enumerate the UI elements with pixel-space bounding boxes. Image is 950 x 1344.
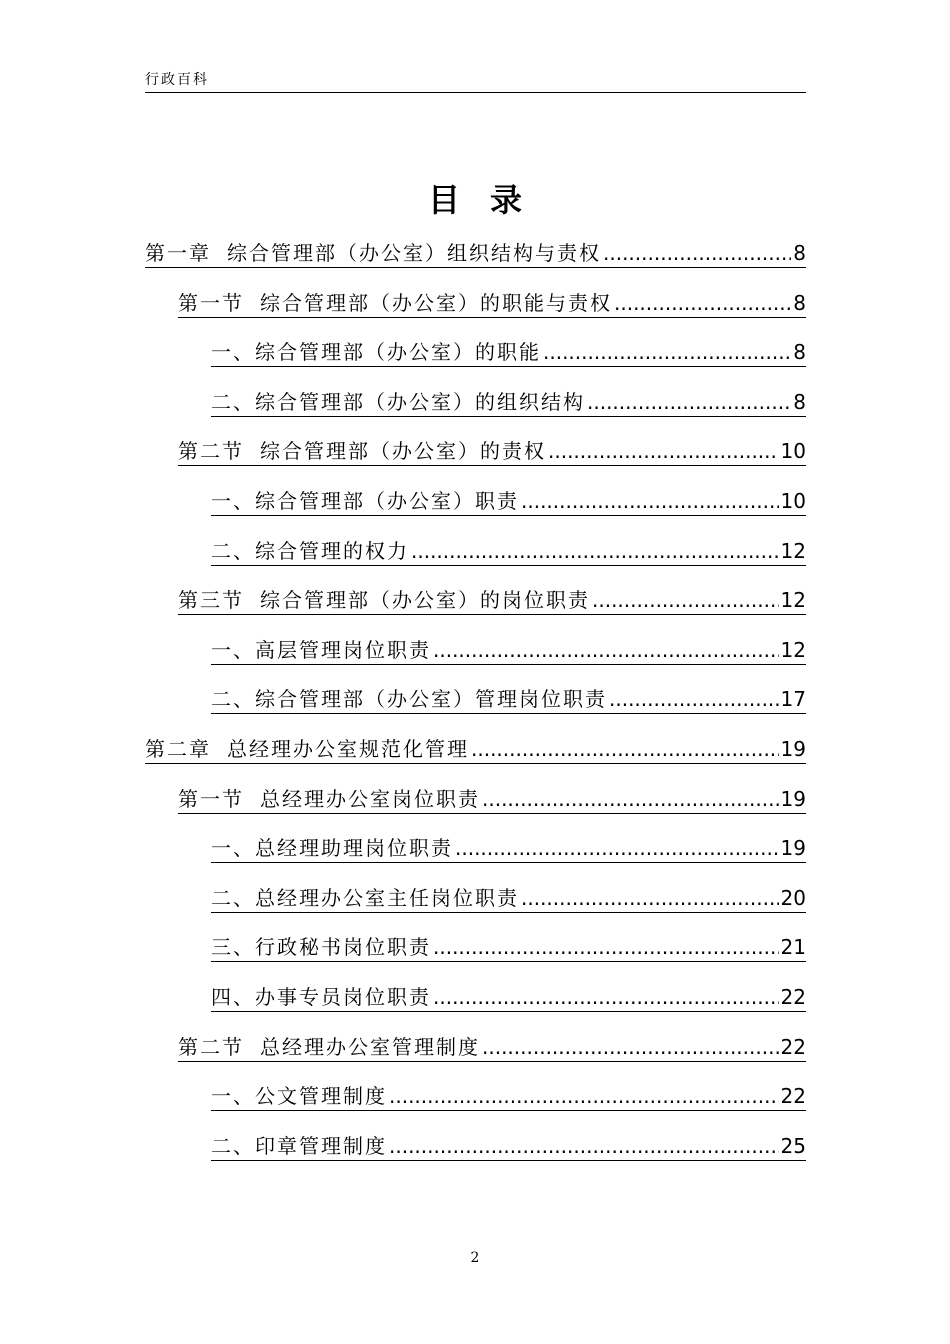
- toc-entry-page: 12: [780, 538, 806, 563]
- toc-entry[interactable]: [178, 784, 806, 814]
- toc-dot-leader: [482, 787, 779, 811]
- toc-entry[interactable]: [211, 684, 806, 714]
- toc-dot-leader: [543, 340, 791, 364]
- toc-entry-text: 综合管理部（办公室）组织结构与责权: [227, 241, 601, 265]
- toc-entry-text: 总经理办公室岗位职责: [260, 786, 480, 811]
- toc-dot-leader: [389, 1084, 779, 1108]
- toc-dot-leader: [433, 985, 779, 1009]
- toc-entry-label: [211, 886, 519, 910]
- toc-entry-page: 25: [780, 1133, 806, 1158]
- toc-dot-leader: [433, 638, 779, 662]
- toc-entry-page: 20: [780, 885, 806, 910]
- toc-entry-text: 一、综合管理部（办公室）职责: [211, 489, 519, 513]
- toc-entry-page: 22: [780, 1084, 806, 1109]
- toc-title: 目录: [427, 181, 552, 219]
- toc-entry-label: [211, 340, 541, 364]
- toc-entry-page: 17: [780, 687, 806, 712]
- toc-entry-text: 二、综合管理部（办公室）管理岗位职责: [211, 687, 607, 712]
- toc-dot-leader: [592, 588, 779, 612]
- toc-entry-prefix: 第一节: [178, 290, 244, 315]
- toc-entry-label: [211, 687, 607, 711]
- toc-entry-prefix: 第二节: [178, 1034, 244, 1059]
- toc-entry-text: 二、综合管理部（办公室）的组织结构: [211, 389, 585, 414]
- toc-entry-page: 22: [780, 1034, 806, 1059]
- toc-entry-label: [211, 1084, 387, 1108]
- toc-entry-text: 二、印章管理制度: [211, 1133, 387, 1158]
- toc-dot-leader: [548, 439, 779, 463]
- toc-entry-text: 三、行政秘书岗位职责: [211, 935, 431, 960]
- toc-entry-page: 8: [793, 290, 806, 315]
- toc-dot-leader: [471, 737, 779, 761]
- toc-entry[interactable]: [178, 436, 806, 466]
- toc-entry-label: [145, 241, 601, 265]
- toc-entry[interactable]: [211, 337, 806, 367]
- toc-entry-label: [211, 489, 519, 513]
- toc-entry-page: 10: [780, 489, 806, 513]
- toc-entry-page: 8: [793, 340, 806, 365]
- toc-entry[interactable]: [211, 883, 806, 913]
- toc-entry-prefix: 第三节: [178, 588, 244, 613]
- toc-entry-text: 综合管理部（办公室）的责权: [260, 439, 546, 464]
- toc-entry-text: 一、公文管理制度: [211, 1084, 387, 1109]
- toc-dot-leader: [521, 886, 779, 910]
- toc-entry-page: 19: [780, 786, 806, 811]
- toc-entry-label: [178, 291, 612, 315]
- toc-entry[interactable]: [211, 536, 806, 566]
- toc-entry[interactable]: [211, 932, 806, 962]
- page-number: 2: [470, 1250, 480, 1266]
- header-text: 行政百科: [145, 72, 209, 88]
- toc-entry-page: 19: [780, 836, 806, 861]
- toc-entry-page: 12: [780, 637, 806, 662]
- toc-entry[interactable]: [211, 833, 806, 863]
- toc-entry[interactable]: [211, 1081, 806, 1111]
- toc-entry-label: [211, 935, 431, 959]
- toc-entry-label: [211, 1134, 387, 1158]
- toc-entry-page: 10: [780, 439, 806, 464]
- toc-entry-text: 总经理办公室规范化管理: [227, 737, 469, 761]
- toc-entry[interactable]: [178, 1032, 806, 1062]
- toc-entry-prefix: 第一节: [178, 786, 244, 811]
- toc-entry-prefix: 第一章: [145, 241, 211, 265]
- toc-entry-label: [178, 787, 480, 811]
- toc-dot-leader: [587, 390, 791, 414]
- toc-dot-leader: [609, 687, 779, 711]
- toc-entry[interactable]: [145, 238, 806, 268]
- toc-entry[interactable]: [178, 585, 806, 615]
- toc-entry-page: 21: [780, 935, 806, 960]
- toc-entry-label: [211, 638, 431, 662]
- toc-entry-page: 19: [780, 737, 806, 761]
- toc-entry-page: 22: [780, 985, 806, 1009]
- toc-entry-text: 二、总经理办公室主任岗位职责: [211, 885, 519, 910]
- toc-entry-text: 综合管理部（办公室）的岗位职责: [260, 588, 590, 613]
- toc-entry-text: 一、综合管理部（办公室）的职能: [211, 340, 541, 365]
- toc-entry[interactable]: [178, 288, 806, 318]
- toc-entry-label: [145, 737, 469, 761]
- toc-dot-leader: [411, 539, 779, 563]
- toc-entry-label: [211, 836, 453, 860]
- toc-entry[interactable]: [211, 635, 806, 665]
- toc-dot-leader: [455, 836, 779, 860]
- toc-entry[interactable]: [145, 734, 806, 764]
- toc-entry-label: [211, 390, 585, 414]
- toc-entry[interactable]: [211, 387, 806, 417]
- toc-entry[interactable]: [211, 982, 806, 1012]
- toc-dot-leader: [521, 489, 779, 513]
- toc-entry-prefix: 第二节: [178, 439, 244, 464]
- toc-entry-page: 8: [793, 389, 806, 414]
- toc-entry-text: 一、高层管理岗位职责: [211, 637, 431, 662]
- toc-entry-text: 二、综合管理的权力: [211, 538, 409, 563]
- toc-entry-text: 四、办事专员岗位职责: [211, 985, 431, 1009]
- toc-dot-leader: [603, 241, 791, 265]
- page-header: [145, 68, 806, 93]
- toc-entry-label: [211, 985, 431, 1009]
- toc-entry-label: [178, 588, 590, 612]
- toc-entry-label: [211, 539, 409, 563]
- toc-entry-text: 一、总经理助理岗位职责: [211, 836, 453, 861]
- toc-dot-leader: [482, 1035, 779, 1059]
- toc-entry-text: 总经理办公室管理制度: [260, 1034, 480, 1059]
- toc-entry-page: 8: [793, 241, 806, 265]
- toc-entry-text: 综合管理部（办公室）的职能与责权: [260, 290, 612, 315]
- toc-dot-leader: [614, 291, 791, 315]
- toc-entry-label: [178, 1035, 480, 1059]
- toc-entry-page: 12: [780, 588, 806, 613]
- toc-entry-label: [178, 439, 546, 463]
- toc-entry-prefix: 第二章: [145, 737, 211, 761]
- toc-dot-leader: [389, 1134, 779, 1158]
- toc-entry[interactable]: [211, 1131, 806, 1161]
- toc-entry[interactable]: [211, 486, 806, 516]
- toc-dot-leader: [433, 935, 779, 959]
